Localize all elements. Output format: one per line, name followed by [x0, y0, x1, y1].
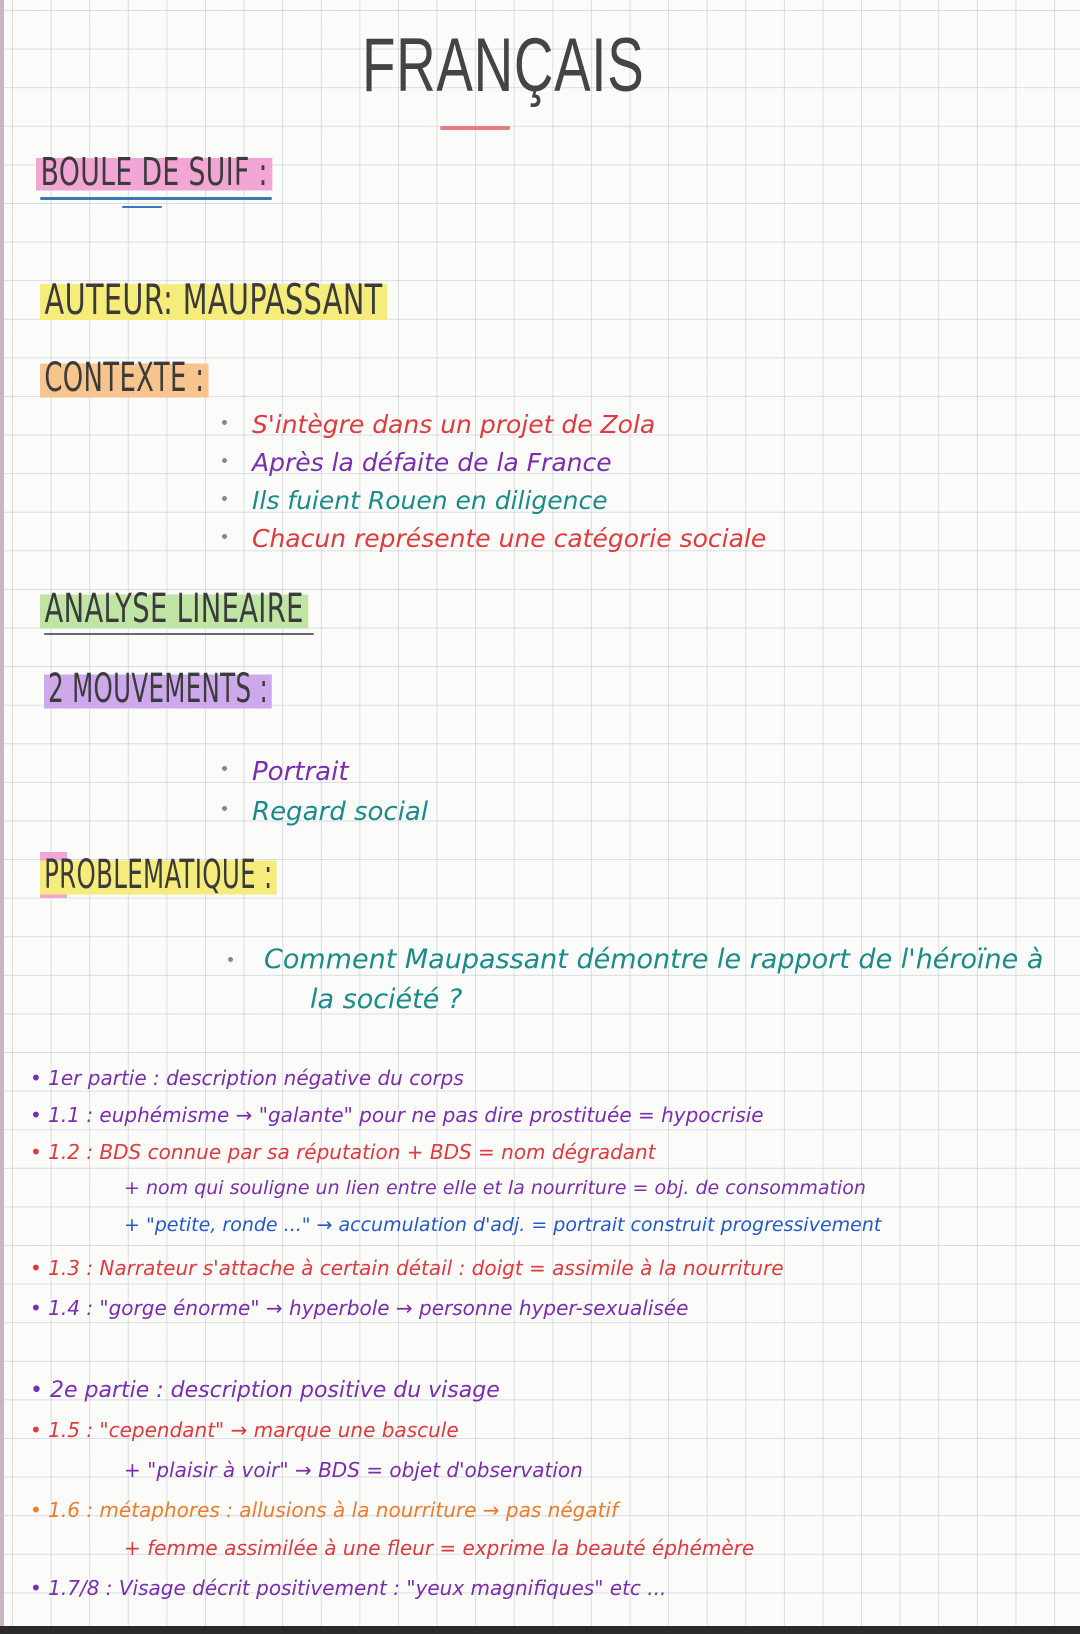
heading-author: AUTEUR: MAUPASSANT [40, 275, 387, 324]
list-item: S'intègre dans un projet de Zola [222, 406, 766, 444]
list-item: Après la défaite de la France [222, 444, 766, 482]
note-line: + femme assimilée à une fleur = exprime la beauté éphémère [124, 1536, 755, 1560]
heading-context: CONTEXTE : [40, 355, 209, 401]
list-item: Chacun représente une catégorie sociale [222, 520, 766, 558]
heading-problem: PROBLEMATIQUE : [40, 852, 277, 898]
movements-list [222, 752, 428, 832]
note-line: • 1er partie : description négative du corps [30, 1066, 464, 1090]
heading-book-underline [40, 197, 272, 200]
note-line: • 1.7/8 : Visage décrit positivement : "yeux magnifiques" etc ... [30, 1576, 667, 1600]
heading-book: BOULE DE SUIF : [36, 150, 273, 194]
note-line: • 1.5 : "cependant" → marque une bascule [30, 1418, 459, 1442]
page-title: FRANÇAIS [362, 23, 645, 108]
bullet-dot [228, 957, 233, 962]
bottom-edge [0, 1626, 1080, 1634]
note-line: + nom qui souligne un lien entre elle et la nourriture = obj. de consommation [124, 1177, 866, 1199]
problematique: Comment Maupassant démontre le rapport de l'héroïne à la société ? [228, 940, 1043, 1020]
list-item: Portrait [222, 752, 428, 792]
note-line: • 2e partie : description positive du visage [30, 1378, 500, 1403]
page-margin-bar [0, 0, 4, 1634]
note-line: • 1.6 : métaphores : allusions à la nourriture → pas négatif [30, 1498, 619, 1522]
note-line: + "plaisir à voir" → BDS = objet d'observation [124, 1458, 583, 1482]
heading-movements: 2 MOUVEMENTS : [44, 666, 272, 712]
note-line: + "petite, ronde ..." → accumulation d'adj. = portrait construit progressivement [124, 1214, 882, 1236]
note-line: • 1.2 : BDS connue par sa réputation + BDS = nom dégradant [30, 1140, 656, 1164]
heading-analysis: ANALYSE LINEAIRE [40, 586, 308, 632]
heading-analysis-underline [44, 633, 314, 635]
context-list [222, 406, 766, 558]
list-item: Ils fuient Rouen en diligence [222, 482, 766, 520]
note-line: • 1.1 : euphémisme → "galante" pour ne pas dire prostituée = hypocrisie [30, 1103, 764, 1127]
note-line: • 1.3 : Narrateur s'attache à certain détail : doigt = assimile à la nourriture [30, 1256, 784, 1280]
heading-book-underline-small [122, 206, 162, 208]
note-line: • 1.4 : "gorge énorme" → hyperbole → personne hyper-sexualisée [30, 1296, 689, 1320]
list-item: Regard social [222, 792, 428, 832]
title-underline [440, 126, 510, 130]
